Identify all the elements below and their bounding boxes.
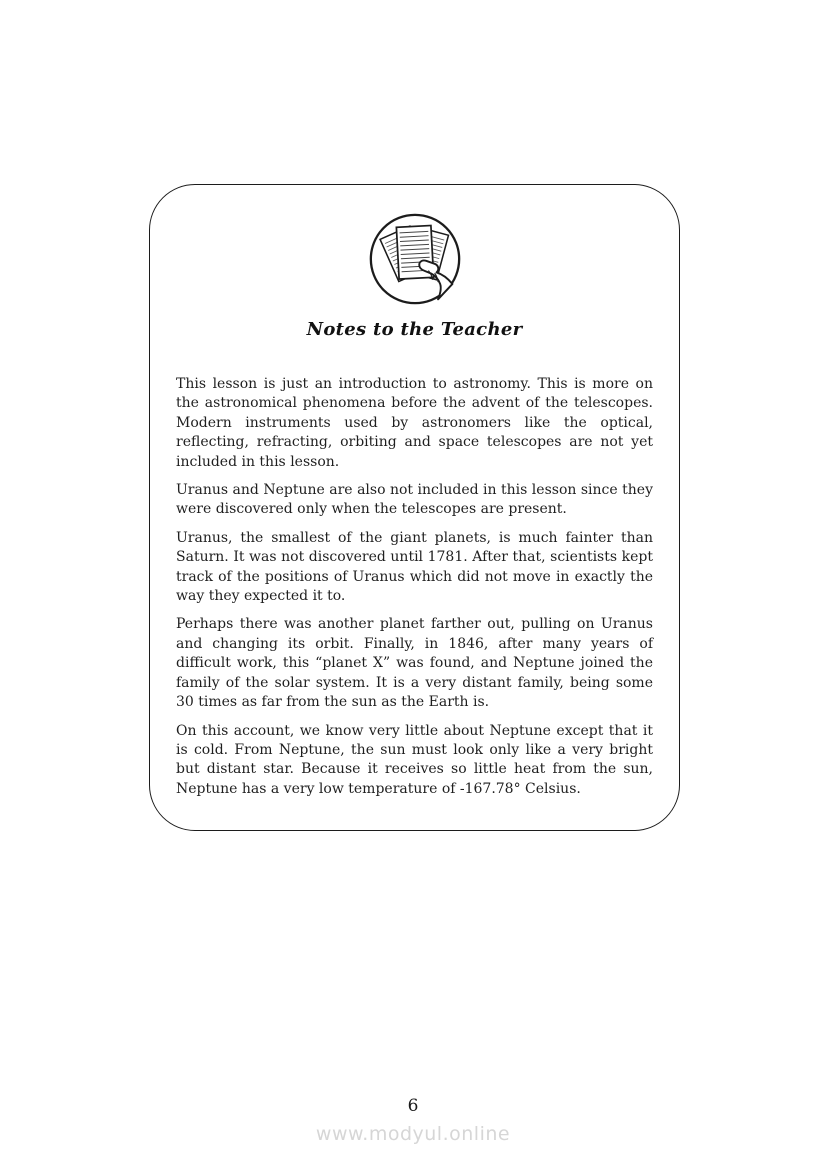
- paragraph-3: Uranus, the smallest of the giant planets, is much fainter than Saturn. It was not discovered until 1781. After that, scientists kept track of the positions of Uranus which did not move in exactly the way they expected it to.: [176, 529, 653, 605]
- watermark: www.modyul.online: [315, 1123, 511, 1145]
- paragraph-1: This lesson is just an introduction to astronomy. This is more on the astronomical phenomena before the advent of the telescopes. Modern instruments used by astronomers like the optical, reflecting, refracting, orbiting and space telescopes are not yet included in this lesson.: [176, 376, 653, 470]
- papers-in-hand-icon-svg: [367, 211, 463, 307]
- papers-in-hand-icon: [367, 211, 463, 307]
- paragraph-2: Uranus and Neptune are also not included in this lesson since they were discovered only when the telescopes are present.: [176, 482, 653, 518]
- paragraph-4: Perhaps there was another planet farther out, pulling on Uranus and changing its orbit. Finally, in 1846, after many years of difficult work, this “planet X” was found, and Neptune joined the family of the solar system. It is a very distant family, being some 30 times as far from the sun as the Earth is.: [176, 616, 653, 711]
- notes-body: [176, 375, 653, 799]
- notes-box: [149, 184, 680, 831]
- notes-heading: Notes to the Teacher: [306, 319, 523, 340]
- page-number: 6: [407, 1096, 419, 1116]
- paragraph-5: On this account, we know very little about Neptune except that it is cold. From Neptune, the sun must look only like a very bright but distant star. Because it receives so little heat from the sun, Neptune has a very low temperature of -167.78° Celsius.: [176, 722, 653, 797]
